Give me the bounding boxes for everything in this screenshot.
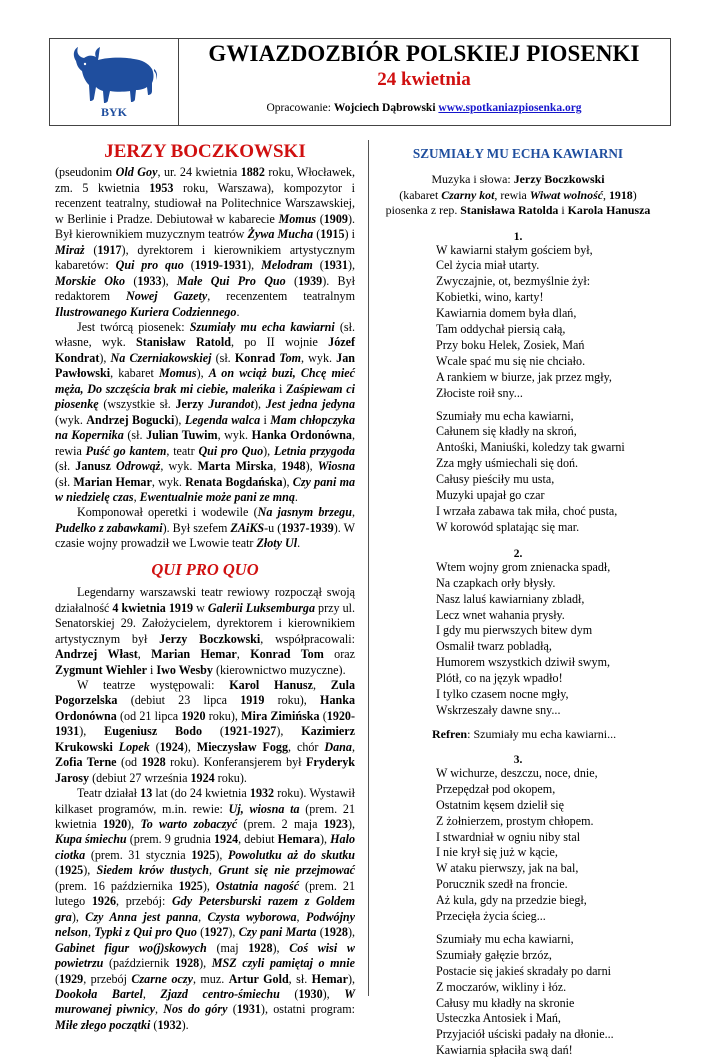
biography-heading: JERZY BOCZKOWSKI	[104, 141, 306, 162]
song-credits: Muzyka i słowa: Jerzy Boczkowski	[431, 172, 605, 186]
lyric-line: Kobietki, wino, karty!	[436, 290, 544, 305]
lyric-line: I stwardniał w ogniu niby stal	[436, 829, 581, 844]
lyric-line: Szumiały gałęzie brzóz,	[436, 947, 552, 962]
lyric-line: Usteczka Antosiek i Mań,	[436, 1011, 561, 1026]
final-refrain	[436, 932, 660, 1059]
lyric-line: I tylko czasem nocne mgły,	[436, 687, 569, 702]
biography-paragraph: (pseudonim Old Goy, ur. 24 kwietnia 1882 roku, Włocławek, zm. 5 kwietnia 1953 roku, Warszawa), kompozytor i recenzent teatralny, studiował na Politechnice Warszawskiej, w Berlinie i Pradze. Debiutował w kabarecie Momus (1909). Był kierownikiem muzycznym teatrów Żywa Mucha (1915) i Miraż (1917), dyrektorem i kierownikiem artystycznym kabaretów: Qui pro quo (1919-1931), Melodram (1931), Morskie Oko (1933), Małe Qui Pro Quo (1939). Był redaktorem Nowej Gazety, recenzentem teatralnym Ilustrowanego Kuriera Codziennego.	[55, 165, 355, 319]
lyric-line: W korowód splatając się mar.	[436, 519, 580, 534]
lyric-line: Wtem wojny grom znienacka spadł,	[436, 559, 611, 574]
song-origin: (kabaret Czarny kot, rewia Wiwat wolność, 1918)	[399, 187, 637, 202]
lyric-line: Muzyki upajał go czar	[436, 488, 545, 503]
credits-line: Opracowanie: Wojciech Dąbrowski www.spotkaniazpiosenka.org	[266, 102, 582, 114]
refrain-reference: Refren: Szumiały mu echa kawiarni...	[432, 726, 617, 741]
refrain	[436, 409, 660, 536]
lyric-line: W kawiarni stałym gościem był,	[436, 242, 593, 257]
lyric-line: Całusy pieściły mu usta,	[436, 472, 555, 487]
lyric-line: Na czapkach orły błysły.	[436, 575, 556, 590]
song-repertoire: piosenka z rep. Stanisława Ratolda i Karola Hanusza	[385, 203, 651, 217]
theatre-paragraph: Teatr działał 13 lat (do 24 kwietnia 1932 roku). Wystawił kilkaset programów, m.in. rewie: Uj, wiosna ta (prem. 21 kwietnia 1920), To warto zobaczyć (prem. 2 maja 1923), Kupa śmiechu (prem. 9 grudnia 1924, debiut Hemara), Halo ciotka (prem. 31 stycznia 1925), Powolutku aż do skutku (1925), Siedem krów tłustych, Grunt się nie przejmować (prem. 16 października 1925), Ostatnia nagość (prem. 21 lutego 1926, przebój: Gdy Petersburski razem z Goldem gra), Czy Anna jest panna, Czysta wyborowa, Podwójny nelson, Typki z Qui pro Quo (1927), Czy pani Marta (1928), Gabinet figur wo(j)skowych (maj 1928), Coś wisi w powietrzu (październik 1928), MSZ czyli pamiętaj o mnie (1929, przebój Czarne oczy, muz. Artur Gold, sł. Hemar), Dookoła Bartel, Zjazd centro-śmiechu (1930), W murowanej piwnicy, Nos do góry (1931), ostatni program: Miłe złego początki (1932).	[55, 786, 356, 1032]
lyric-line: Wskrzeszały dawne sny...	[436, 702, 561, 717]
lyric-line: Postacie się jakieś skradały po darni	[436, 963, 611, 978]
page-header	[49, 38, 671, 126]
biography-paragraph: Komponował operetki i wodewile (Na jasnym brzegu, Pudelko z zabawkami). Był szefem ZAiKS-u (1937-1939). W czasie wojny prowadził we Lwowie teatr Złoty Ul.	[55, 505, 355, 551]
column-divider	[368, 140, 369, 996]
lyric-line: Cel życia miał utarty.	[436, 258, 540, 273]
lyric-line: I nie krył się już w kącie,	[436, 845, 558, 860]
author-name: Wojciech Dąbrowski	[333, 102, 436, 114]
lyric-line: Humorem wszystkich dziwił swym,	[436, 655, 610, 670]
lyric-line: Szumiały mu echa kawiarni,	[436, 408, 574, 423]
lyric-line: I gdy mu pierwszych bitew dym	[436, 623, 593, 638]
stanza-1	[436, 243, 660, 402]
biography-paragraph: Jest twórcą piosenek: Szumiały mu echa kawiarni (sł. własne, wyk. Stanisław Ratold, po II wojnie Józef Kondrat), Na Czerniakowskiej (sł. Konrad Tom, wyk. Jan Pawłowski, kabaret Momus), A on wciąż buzi, Chcę mieć męża, Do szczęścia brak mi ciebie, maleńka i Zaśpiewam ci piosenkę (wszystkie sł. Jerzy Jurandot), Jest jedna jedyna (wyk. Andrzej Bogucki), Legenda walca i Mam chłopczyka na Kopernika (sł. Julian Tuwim, wyk. Hanka Ordonówna, rewia Puść go kantem, teatr Qui pro Quo), Letnia przygoda (sł. Janusz Odrowąż, wyk. Marta Mirska, 1948), Wiosna (sł. Marian Hemar, wyk. Renata Bogdańska), Czy pani ma w niedzielę czas, Ewentualnie może pani ze mną.	[55, 319, 356, 504]
theatre-heading: QUI PRO QUO	[151, 559, 259, 579]
lyric-line: Kawiarnia spłaciła swą dań!	[436, 1043, 573, 1058]
website-link[interactable]: www.spotkaniazpiosenka.org	[438, 102, 582, 114]
lyric-line: A rankiem w biurze, jak przez mgły,	[436, 369, 612, 384]
lyric-line: Przepędzał pod okopem,	[436, 781, 556, 796]
lyric-line: Lecz wnet wahania prysły.	[436, 607, 565, 622]
left-column	[55, 141, 356, 1033]
lyric-line: Tam oddychał piersią całą,	[436, 322, 566, 337]
lyric-line: Całusy mu kładły na skronie	[436, 995, 575, 1010]
lyric-line: Z żołnierzem, prostym chłopem.	[436, 813, 594, 828]
lyric-line: Złociste roił sny...	[436, 385, 523, 400]
theatre-paragraph: W teatrze występowali: Karol Hanusz, Zula Pogorzelska (debiut 23 lipca 1919 roku), Hanka Ordonówna (od 21 lipca 1920 roku), Mira Zimińska (1920-1931), Eugeniusz Bodo (1921-1927), Kazimierz Krukowski Lopek (1924), Mieczysław Fogg, chór Dana, Zofia Terne (od 1928 roku). Konferansjerem był Fryderyk Jarosy (debiut 27 września 1924 roku).	[55, 677, 356, 785]
song-title: SZUMIAŁY MU ECHA KAWIARNI	[412, 146, 624, 161]
lyric-line: I wrzała zabawa tak miła, choć pusta,	[436, 504, 618, 518]
lyric-line: Przy boku Helek, Zosiek, Mań	[436, 337, 585, 352]
lyric-line: Zwyczajnie, ot, bezmyślnie żył:	[436, 274, 591, 289]
zodiac-logo	[50, 39, 179, 125]
lyric-line: Ostatnim kęsem dzielił się	[436, 797, 564, 812]
lyric-line: Kawiarnia domem była dlań,	[436, 306, 577, 321]
lyric-line: Nasz laluś kawiarniany zbladł,	[436, 591, 585, 606]
lyric-line: Plótł, co na język wpadło!	[436, 671, 563, 686]
page-date: 24 kwietnia	[377, 69, 471, 90]
lyric-line: Osmalił twarz pobladłą,	[436, 639, 552, 654]
lyric-line: Antośki, Maniuśki, koledzy tak gwarni	[436, 440, 625, 455]
stanza-number: 3.	[513, 753, 523, 766]
stanza-3	[436, 766, 660, 925]
lyric-line: Z moczarów, wikliny i łóz.	[436, 979, 567, 994]
page-title: GWIAZDOZBIÓR POLSKIEJ PIOSENKI	[208, 41, 640, 66]
lyric-line: Przecięła życia ścieg...	[436, 909, 546, 924]
stanza-number: 2.	[513, 547, 523, 560]
lyric-line: Aż kula, gdy na przedzie biegł,	[436, 893, 587, 908]
song-info	[376, 172, 660, 219]
lyric-line: W ataku pierwszy, jak na bal,	[436, 861, 579, 876]
zodiac-sign-label: BYK	[100, 105, 127, 119]
right-column	[376, 146, 660, 1059]
lyric-line: W wichurze, deszczu, noce, dnie,	[436, 765, 598, 780]
theatre-paragraph: Legendarny warszawski teatr rewiowy rozpoczął swoją działalność 4 kwietnia 1919 w Galerii Luksemburga przy ul. Senatorskiej 29. Założycielem, dyrektorem i kierownikiem artystycznym był Jerzy Boczkowski, współpracowali: Andrzej Włast, Marian Hemar, Konrad Tom oraz Zygmunt Wiehler i Iwo Wesby (kierownictwo muzyczne).	[55, 585, 356, 677]
lyric-line: Przyjaciół uściski padały na dłonie...	[436, 1027, 614, 1042]
lyric-line: Zza mgły uśmiechali się doń.	[436, 456, 579, 471]
stanza-number: 1.	[513, 230, 523, 243]
stanza-2	[436, 560, 660, 719]
lyric-line: Całunem się kładły na skroń,	[436, 424, 577, 439]
bull-icon	[68, 43, 160, 107]
lyric-line: Porucznik szedł na froncie.	[436, 877, 568, 892]
lyric-line: Wcale spać mu się nie chciało.	[436, 353, 586, 368]
lyric-line: Szumiały mu echa kawiarni,	[436, 931, 574, 946]
